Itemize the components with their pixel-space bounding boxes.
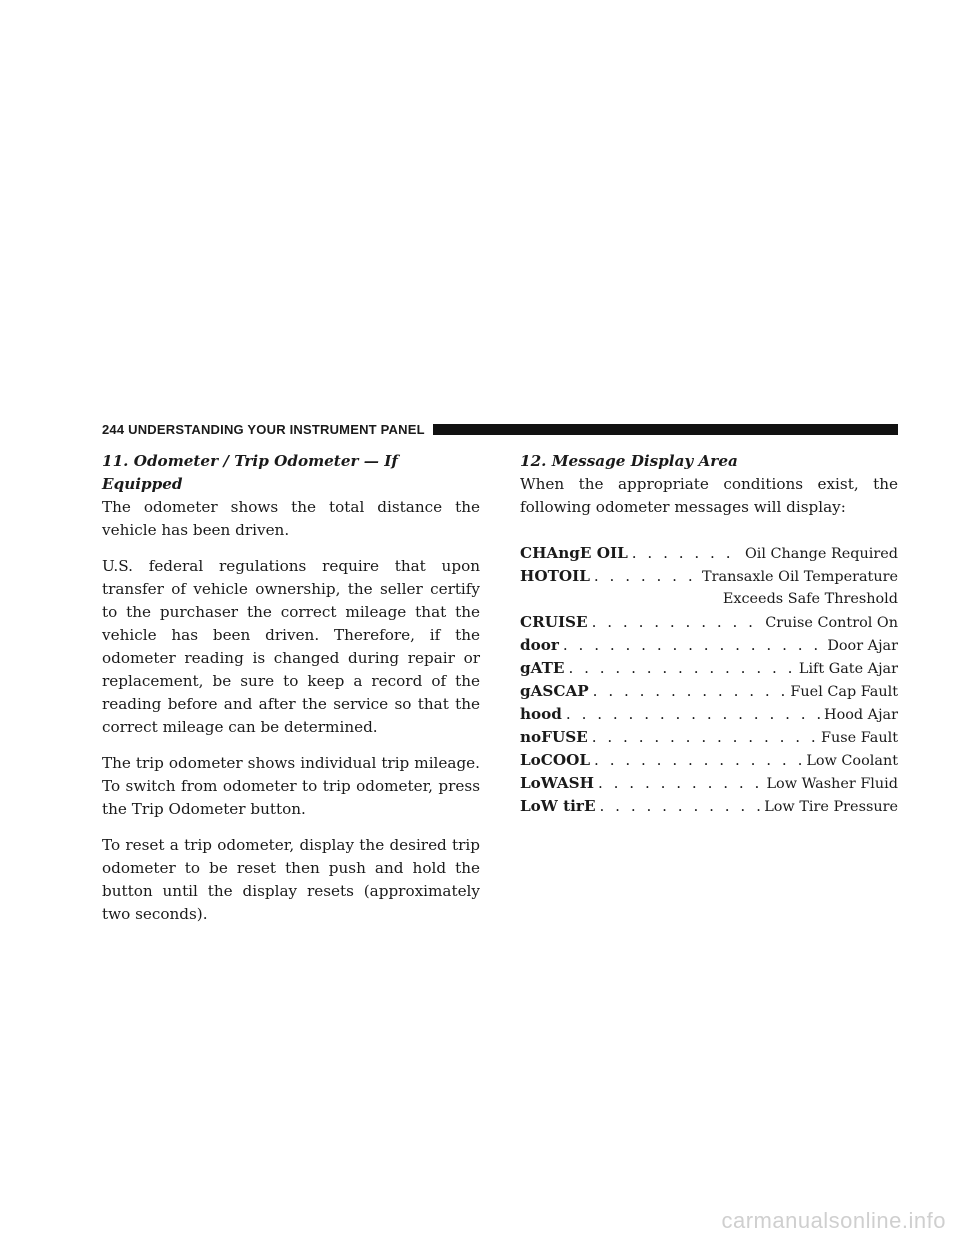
message-code: door	[520, 636, 559, 654]
message-row	[520, 542, 898, 565]
page-header-text: 244 UNDERSTANDING YOUR INSTRUMENT PANEL	[102, 421, 425, 437]
message-code: CRUISE	[520, 613, 588, 631]
message-meaning: Door Ajar	[827, 638, 898, 654]
message-meaning: Fuse Fault	[821, 730, 898, 746]
message-code: gATE	[520, 659, 565, 677]
message-row	[520, 611, 898, 634]
message-code: noFUSE	[520, 728, 588, 746]
dot-leader	[592, 726, 817, 749]
odometer-paragraph: U.S. federal regulations require that upon transfer of vehicle ownership, the seller certify to the purchaser the correct mileage that the vehicle has been driven. Therefore, if the odometer reading is changed during repair or replacement, be sure to keep a record of the reading before and after the service so that the correct mileage can be determined.	[102, 557, 480, 736]
message-code: LoWASH	[520, 774, 594, 792]
message-code: CHAngE OIL	[520, 544, 628, 562]
message-meaning: Lift Gate Ajar	[798, 661, 898, 677]
message-row	[520, 726, 898, 749]
dot-leader	[594, 565, 698, 588]
message-row	[520, 634, 898, 657]
dot-leader	[598, 772, 762, 795]
message-row	[520, 680, 898, 703]
dot-leader	[566, 703, 820, 726]
dot-leader	[600, 795, 761, 818]
message-row	[520, 565, 898, 588]
odometer-paragraph: The trip odometer shows individual trip mileage. To switch from odometer to trip odometer, press the Trip Odometer button.	[102, 754, 480, 818]
message-meaning: Low Washer Fluid	[766, 776, 898, 792]
message-row	[520, 772, 898, 795]
message-section-title: 12. Message Display Area	[520, 452, 738, 470]
message-meaning: Hood Ajar	[824, 707, 898, 723]
message-meaning: Low Tire Pressure	[764, 799, 898, 815]
dot-leader	[593, 680, 787, 703]
message-code: hood	[520, 705, 562, 723]
message-meaning: Low Coolant	[806, 753, 898, 769]
page-header	[102, 418, 898, 440]
watermark: carmanualsonline.info	[721, 1208, 946, 1233]
message-meaning-continued: Exceeds Safe Threshold	[722, 591, 898, 607]
message-meaning: Fuel Cap Fault	[790, 684, 898, 700]
dot-leader	[594, 749, 802, 772]
dot-leader	[632, 542, 741, 565]
odometer-section	[102, 450, 480, 939]
dot-leader	[563, 634, 823, 657]
message-row	[520, 657, 898, 680]
message-row	[520, 795, 898, 818]
odometer-paragraph: The odometer shows the total distance the vehicle has been driven.	[102, 498, 480, 539]
message-meaning: Cruise Control On	[765, 615, 898, 631]
odometer-paragraph: To reset a trip odometer, display the desired trip odometer to be reset then push and hold the button until the display resets (approximately two seconds).	[102, 836, 480, 923]
message-code: LoW tirE	[520, 797, 596, 815]
message-row	[520, 703, 898, 726]
message-meaning: Transaxle Oil Temperature	[702, 569, 898, 585]
message-code: gASCAP	[520, 682, 589, 700]
message-meaning: Oil Change Required	[744, 546, 898, 562]
message-code: HOTOIL	[520, 567, 590, 585]
dot-leader	[568, 657, 794, 680]
message-row	[520, 749, 898, 772]
message-section-intro: When the appropriate conditions exist, the following odometer messages will display:	[520, 475, 898, 516]
message-display-section	[520, 450, 898, 818]
message-list	[520, 542, 898, 818]
header-rule	[433, 424, 898, 435]
message-code: LoCOOL	[520, 751, 591, 769]
dot-leader	[592, 611, 762, 634]
odometer-section-title: 11. Odometer / Trip Odometer — If Equipped	[102, 452, 398, 493]
